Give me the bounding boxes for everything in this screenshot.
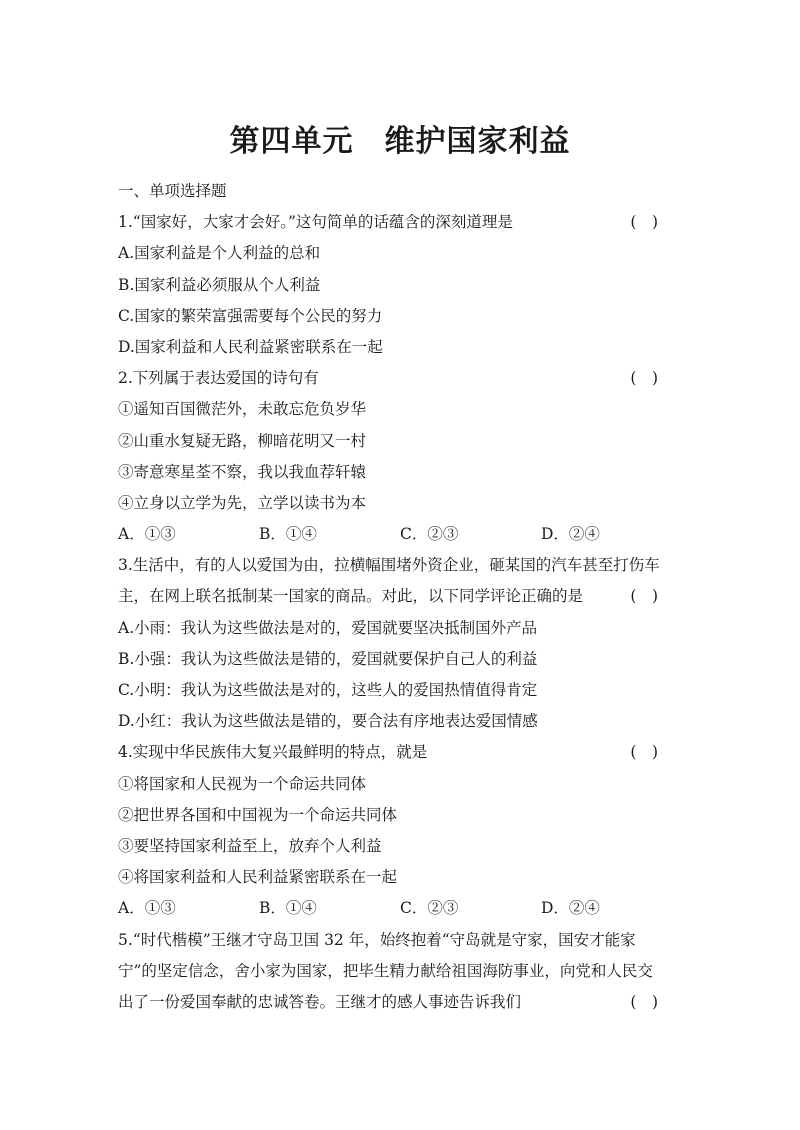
choice-d: D．②④ xyxy=(541,899,600,918)
statement-3: ③要坚持国家利益至上，放弃个人利益 xyxy=(118,836,382,855)
stem-text: 4.实现中华民族伟大复兴最鲜明的特点，就是 xyxy=(118,743,428,762)
stem-line-1: 3.生活中，有的人以爱国为由，拉横幅围堵外资企业，砸某国的汽车甚至打伤车 xyxy=(118,556,660,575)
choice-a: A．①③ xyxy=(118,525,176,544)
question-3 xyxy=(118,550,682,737)
statement-4: ④将国家利益和人民利益紧密联系在一起 xyxy=(118,868,398,887)
option-b: B.小强：我认为这些做法是错的，爱国就要保护自己人的利益 xyxy=(118,649,538,668)
unit-title: 第四单元 维护国家利益 xyxy=(229,124,571,159)
option-b: B.国家利益必须服从个人利益 xyxy=(118,275,321,294)
question-5 xyxy=(118,925,682,1019)
option-c: C.小明：我认为这些做法是对的，这些人的爱国热情值得肯定 xyxy=(118,681,538,699)
choice-d: D．②④ xyxy=(541,525,600,544)
question-stem xyxy=(118,207,682,238)
option-a: A.小雨：我认为这些做法是对的，爱国就要坚决抵制国外产品 xyxy=(118,618,538,637)
section-heading: 一、单项选择题 xyxy=(118,182,227,200)
statement-2: ②把世界各国和中国视为一个命运共同体 xyxy=(118,805,398,824)
question-list xyxy=(118,176,682,1018)
choice-row xyxy=(118,893,682,924)
statement-3: ③寄意寒星荃不察，我以我血荐轩辕 xyxy=(118,462,367,481)
choice-b: B．①④ xyxy=(259,525,317,544)
choice-c: C．②③ xyxy=(400,899,459,918)
question-2 xyxy=(118,363,682,550)
choice-a: A．①③ xyxy=(118,899,176,918)
question-4 xyxy=(118,737,682,924)
answer-bracket: ( ) xyxy=(630,992,658,1011)
statement-1: ①将国家和人民视为一个命运共同体 xyxy=(118,774,367,793)
stem-text: 出了一份爱国奉献的忠诚答卷。王继才的感人事迹告诉我们 xyxy=(118,992,522,1011)
statement-2: ②山重水复疑无路，柳暗花明又一村 xyxy=(118,431,367,450)
stem-line-2: 宁”的坚定信念，舍小家为国家，把毕生精力献给祖国海防事业，向党和人民交 xyxy=(118,961,653,980)
option-c: C.国家的繁荣富强需要每个公民的努力 xyxy=(118,306,383,325)
answer-bracket: ( ) xyxy=(630,213,658,232)
option-d: D.国家利益和人民利益紧密联系在一起 xyxy=(118,337,383,356)
answer-bracket: ( ) xyxy=(630,369,658,388)
question-stem xyxy=(118,581,682,612)
question-stem xyxy=(118,363,682,394)
choice-b: B．①④ xyxy=(259,899,317,918)
option-d: D.小红：我认为这些做法是错的，要合法有序地表达爱国情感 xyxy=(118,712,538,731)
stem-text: 2.下列属于表达爱国的诗句有 xyxy=(118,369,319,388)
stem-line-1: 5.“时代楷模”王继才守岛卫国 32 年，始终抱着“守岛就是守家，国安才能家 xyxy=(118,930,636,949)
answer-bracket: ( ) xyxy=(630,587,658,606)
answer-bracket: ( ) xyxy=(630,743,658,762)
question-1 xyxy=(118,207,682,363)
choice-c: C．②③ xyxy=(400,525,459,544)
stem-text: 主，在网上联名抵制某一国家的商品。对此，以下同学评论正确的是 xyxy=(118,587,584,606)
choice-row xyxy=(118,519,682,550)
stem-text: 1.“国家好，大家才会好。”这句简单的话蕴含的深刻道理是 xyxy=(118,213,513,232)
option-a: A.国家利益是个人利益的总和 xyxy=(118,244,321,263)
statement-4: ④立身以立学为先，立学以读书为本 xyxy=(118,493,367,512)
question-stem xyxy=(118,987,682,1018)
statement-1: ①遥知百国微茫外，未敢忘危负岁华 xyxy=(118,400,367,419)
question-stem xyxy=(118,737,682,768)
